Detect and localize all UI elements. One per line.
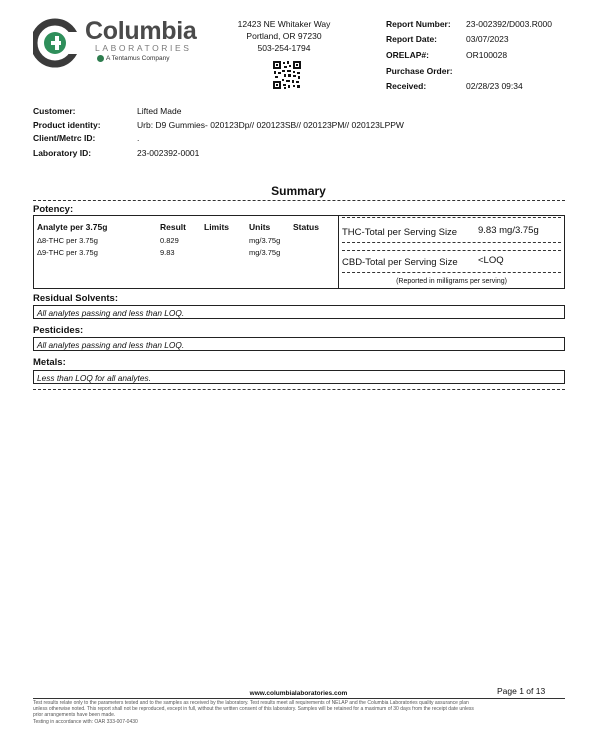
footer-website-link[interactable]: www.columbialaboratories.com bbox=[249, 690, 348, 697]
potency-divider bbox=[338, 215, 339, 289]
customer-label: Customer: bbox=[33, 106, 76, 116]
customer-value: Lifted Made bbox=[137, 106, 182, 116]
address-phone: 503-254-1794 bbox=[257, 43, 311, 53]
pesticides-heading: Pesticides: bbox=[33, 325, 84, 336]
footer-testing-accordance: Testing in accordance with: OAR 333-007-0430 bbox=[33, 719, 138, 725]
footer-disclaimer: Test results relate only to the parameters tested and to the samples as received by the laboratory. Test results meet all requirements of NELAP and the Columbia Laboratories quality assurance plan bbox=[33, 700, 469, 706]
thc-total-serving-value: 9.83 mg/3.75g bbox=[478, 225, 539, 236]
logo-subtitle: LABORATORIES bbox=[95, 43, 192, 53]
potency-row-units: mg/3.75g bbox=[249, 248, 281, 257]
orelap-value: OR100028 bbox=[466, 50, 508, 60]
cbd-total-serving-label: CBD-Total per Serving Size bbox=[342, 257, 458, 268]
metals-heading: Metals: bbox=[33, 357, 66, 368]
pesticides-text: All analytes passing and less than LOQ. bbox=[37, 340, 185, 350]
tentamus-icon bbox=[97, 55, 104, 62]
product-identity-value: Urb: D9 Gummies- 020123Dp// 020123SB// 020123PM// 020123LPPW bbox=[137, 120, 404, 130]
footer-disclaimer: unless otherwise noted. This report shall not be reproduced, except in full, without the written consent of this laboratory. Samples will be retained for a maximum of 30 days from the receipt date unless bbox=[33, 706, 474, 712]
laboratory-id-label: Laboratory ID: bbox=[33, 148, 92, 158]
potency-header-analyte: Analyte per 3.75g bbox=[37, 222, 108, 232]
residual-solvents-text: All analytes passing and less than LOQ. bbox=[37, 308, 185, 318]
potency-header-limits: Limits bbox=[204, 222, 230, 232]
potency-header-result: Result bbox=[160, 222, 186, 232]
address-line1: 12423 NE Whitaker Way bbox=[237, 19, 331, 29]
serving-divider bbox=[342, 217, 561, 218]
potency-row-result: 9.83 bbox=[160, 248, 175, 257]
logo-tag-text: A Tentamus Company bbox=[106, 55, 170, 62]
received-label: Received: bbox=[386, 81, 427, 91]
residual-solvents-heading: Residual Solvents: bbox=[33, 293, 118, 304]
serving-divider bbox=[342, 250, 561, 251]
logo-tagline bbox=[97, 55, 169, 62]
serving-divider bbox=[342, 242, 561, 243]
summary-title: Summary bbox=[271, 184, 326, 198]
laboratory-id-value: 23-002392-0001 bbox=[137, 148, 200, 158]
footer-rule bbox=[33, 698, 565, 699]
section-end-divider bbox=[33, 389, 565, 390]
potency-row-units: mg/3.75g bbox=[249, 236, 281, 245]
potency-row-analyte: Δ8-THC per 3.75g bbox=[37, 236, 98, 245]
page-number: Page 1 of 13 bbox=[497, 686, 546, 696]
qr-code-icon[interactable] bbox=[273, 61, 301, 89]
address-line2: Portland, OR 97230 bbox=[246, 31, 322, 41]
serving-note: (Reported in milligrams per serving) bbox=[396, 278, 507, 285]
thc-total-serving-label: THC-Total per Serving Size bbox=[342, 227, 458, 238]
product-identity-label: Product identity: bbox=[33, 120, 101, 130]
report-date-value: 03/07/2023 bbox=[466, 34, 509, 44]
potency-header-units: Units bbox=[249, 222, 271, 232]
potency-row-result: 0.829 bbox=[160, 236, 179, 245]
potency-header-status: Status bbox=[293, 222, 319, 232]
potency-heading: Potency: bbox=[33, 204, 74, 215]
report-number-label: Report Number: bbox=[386, 19, 451, 29]
potency-row-analyte: Δ9-THC per 3.75g bbox=[37, 248, 98, 257]
columbia-logo-icon bbox=[33, 18, 77, 68]
footer-disclaimer: prior arrangements have been made. bbox=[33, 712, 116, 718]
client-metrc-value: . bbox=[137, 133, 140, 143]
client-metrc-label: Client/Metrc ID: bbox=[33, 133, 96, 143]
orelap-label: ORELAP#: bbox=[386, 50, 429, 60]
logo-name: Columbia bbox=[85, 17, 197, 45]
summary-divider bbox=[33, 200, 565, 201]
cbd-total-serving-value: <LOQ bbox=[478, 255, 504, 266]
purchase-order-label: Purchase Order: bbox=[386, 66, 453, 76]
report-number-value: 23-002392/D003.R000 bbox=[466, 19, 553, 29]
metals-text: Less than LOQ for all analytes. bbox=[37, 373, 151, 383]
serving-divider bbox=[342, 272, 561, 273]
received-value: 02/28/23 09:34 bbox=[466, 81, 523, 91]
report-date-label: Report Date: bbox=[386, 34, 438, 44]
